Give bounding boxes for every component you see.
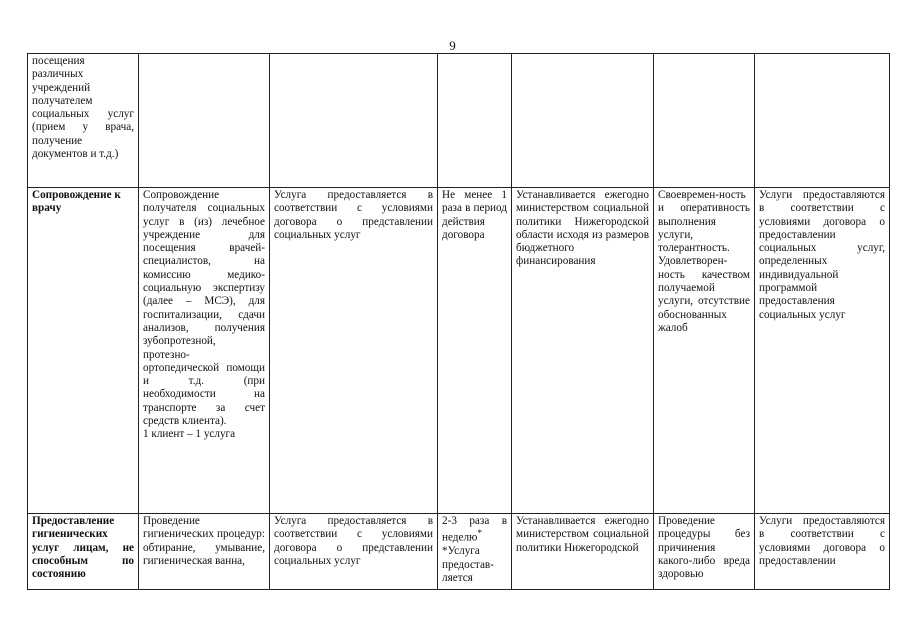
evaluation-cell: Услуги предоставляются в соответствии с условиями договора о предоставлении: [755, 514, 890, 590]
conditions-cell: Услуга предоставляется в соответствии с условиями договора о представлении социальных услуг: [270, 188, 438, 514]
empty-cell: [654, 54, 755, 188]
empty-cell: [755, 54, 890, 188]
content-note: 1 клиент – 1 услуга: [143, 428, 236, 441]
cost-cell: Устанавливается ежегодно министерством социальной политики Нижегородской: [512, 514, 654, 590]
empty-cell: [139, 54, 270, 188]
empty-cell: [270, 54, 438, 188]
service-name-cell: Сопровождение к врачу: [28, 188, 139, 514]
periodicity-text: 2-3 раза в неделю: [442, 515, 507, 545]
services-table: [27, 53, 890, 590]
page-number: 9: [449, 38, 456, 53]
periodicity-cell: [438, 514, 512, 590]
content-cell: [139, 188, 270, 514]
periodicity-cell: Не менее 1 раза в период действия договора: [438, 188, 512, 514]
cost-cell: Устанавливается ежегодно министерством социальной политики Нижегородской области исходя из размеров бюджетного финансирования: [512, 188, 654, 514]
table-row: [28, 514, 890, 590]
service-name-cell: Предоставление гигиенических услуг лицам, не способным по состоянию: [28, 514, 139, 590]
conditions-cell: Услуга предоставляется в соответствии с условиями договора о представлении социальных услуг: [270, 514, 438, 590]
footnote-mark: *: [477, 529, 483, 540]
quality-cell: Проведение процедуры без причинения какого-либо вреда здоровью: [654, 514, 755, 590]
content-text: Сопровождение получателя социальных услуг в (из) лечебное учреждение для посещения врачей-специалистов, на комиссию медико-социальную экспертизу (далее – МСЭ), для госпитализации, сдачи анализов, получения зубопротезной, протезно-ортопедической помощи и т.д. (при необходимости на транспорте за счет средств клиента).: [143, 189, 265, 428]
content-cell: Проведение гигиенических процедур: обтирание, умывание, гигиеническая ванна,: [139, 514, 270, 590]
periodicity-note: *Услуга предостав-ляется: [442, 545, 494, 584]
table-row: [28, 188, 890, 514]
evaluation-cell: Услуги предоставляются в соответствии с условиями договора о предоставлении социальных услуг, определенных индивидуальной программой предоставления социальных услуг: [755, 188, 890, 514]
empty-cell: [438, 54, 512, 188]
content-cell: посещения различных учреждений получателем социальных услуг (прием у врача, получение документов и т.д.): [28, 54, 139, 188]
quality-cell: Своевремен-ность и оперативность выполнения услуги, толерантность. Удовлетворен-ность качеством получаемой услуги, отсутствие обоснованных жалоб: [654, 188, 755, 514]
table-row: [28, 54, 890, 188]
empty-cell: [512, 54, 654, 188]
